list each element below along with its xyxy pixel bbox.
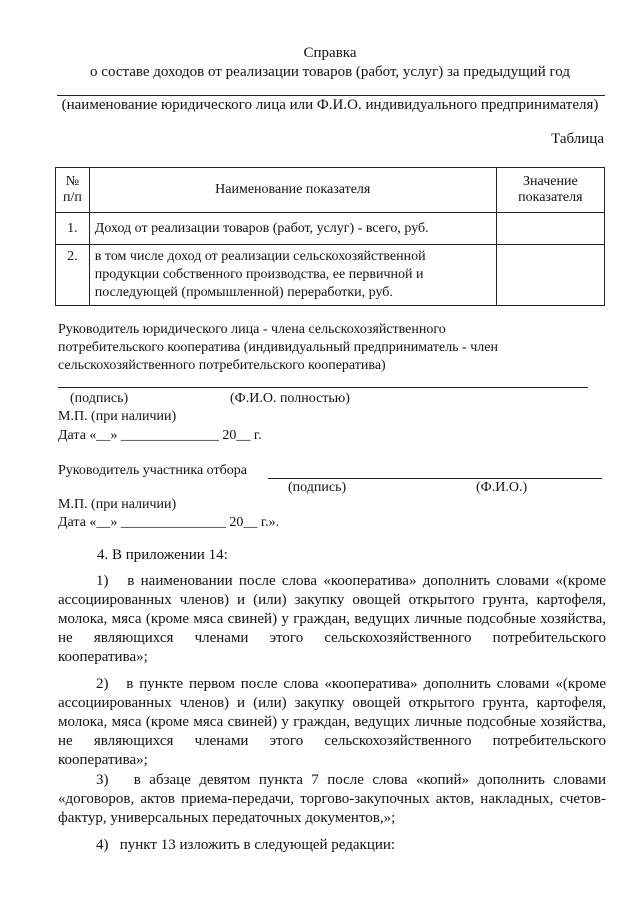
paragraph-4 xyxy=(58,836,606,855)
participant-sign-caption: (подпись) xyxy=(288,480,347,495)
row-value xyxy=(496,245,604,306)
table-row xyxy=(56,213,605,245)
paragraph-3-text: в абзаце девятом пункта 7 после слова «копий» дополнить словами «договоров, актов приема-передачи, торгово-закупочных актов, накладных, счетов-фактур, универсальных передаточных документов,»; xyxy=(58,772,607,826)
paragraph-3 xyxy=(58,771,606,828)
paragraph-4-num: 4) xyxy=(96,837,109,853)
participant-stamp: М.П. (при наличии) xyxy=(58,497,177,512)
signature-line xyxy=(58,387,588,388)
participant-line xyxy=(268,478,602,479)
header-value: Значение показателя xyxy=(496,168,604,213)
doc-title: Справка xyxy=(303,45,357,61)
paragraph-1-text: в наименовании после слова «кооператива» дополнить словами «(кроме ассоциированных членов) и (или) закупку овощей открытого грунта, картофеля, молока, мяса (кроме мяса свиней) у граждан, ведущих личные подсобные хозяйства, не являющихся членами этого сельскохозяйственного потребительского кооператива»; xyxy=(58,573,606,665)
paragraph-1-num: 1) xyxy=(96,573,109,589)
paragraph-2-text: в пункте первом после слова «кооператива» дополнить словами «(кроме ассоциированных членов) и (или) закупку овощей открытого грунта, картофеля, молока, мяса (кроме мяса свиней) у граждан, ведущих личные подсобные хозяйства, не являющихся членами этого сельскохозяйственного потребительского кооператива»; xyxy=(58,676,606,768)
paragraph-2 xyxy=(58,675,606,770)
row-num: 1. xyxy=(56,213,90,245)
paragraph-2-num: 2) xyxy=(96,676,109,692)
name-caption: (наименование юридического лица или Ф.И.О. индивидуального предпринимателя) xyxy=(61,97,599,113)
header-num: № п/п xyxy=(56,168,90,213)
fio-caption: (Ф.И.О. полностью) xyxy=(230,391,350,406)
item-4: 4. В приложении 14: xyxy=(97,547,228,563)
income-table xyxy=(55,167,605,306)
row-name: в том числе доход от реализации сельскохозяйственной продукции собственного производства, ее первичной и последующей (промышленной) переработки, руб. xyxy=(89,245,496,306)
participant-date: Дата «__» _______________ 20__ г.». xyxy=(58,515,280,530)
sign-caption: (подпись) xyxy=(70,391,129,406)
row-num: 2. xyxy=(56,245,90,306)
participant-head: Руководитель участника отбора xyxy=(58,463,247,478)
row-name: Доход от реализации товаров (работ, услуг) - всего, руб. xyxy=(89,213,496,245)
name-line xyxy=(57,95,605,96)
paragraph-1 xyxy=(58,572,606,667)
head-signature-text: Руководитель юридического лица - члена сельскохозяйственного потребительского кооператива (индивидуальный предприниматель - член сельскохозяйственного потребительского кооператива) xyxy=(58,322,498,373)
table-row xyxy=(56,245,605,306)
date-label: Дата «__» ______________ 20__ г. xyxy=(58,428,262,443)
doc-subtitle: о составе доходов от реализации товаров (работ, услуг) за предыдущий год xyxy=(90,64,570,80)
header-name: Наименование показателя xyxy=(89,168,496,213)
row-value xyxy=(496,213,604,245)
table-header-row xyxy=(56,168,605,213)
stamp-label: М.П. (при наличии) xyxy=(58,409,177,424)
paragraph-4-text: пункт 13 изложить в следующей редакции: xyxy=(119,837,396,853)
table-label: Таблица xyxy=(551,131,604,147)
paragraph-3-num: 3) xyxy=(96,772,109,788)
participant-fio-caption: (Ф.И.О.) xyxy=(476,480,528,495)
